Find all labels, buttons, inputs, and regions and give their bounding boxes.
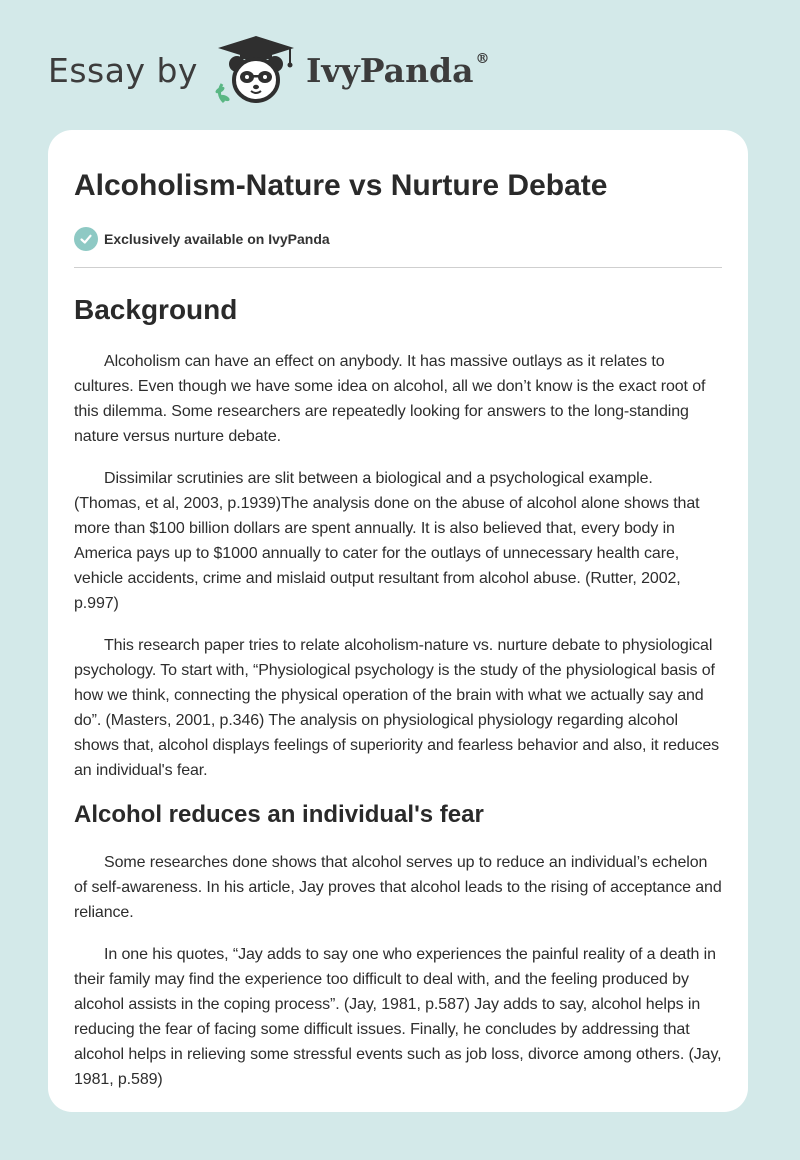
- brand-name[interactable]: [306, 51, 490, 90]
- paragraph: This research paper tries to relate alcoholism-nature vs. nurture debate to physiological psychology. To start with, “Physiological psychology is the study of the physiological basis of how we think, connecting the physical operation of the brain with what we actually say and do”. (Masters, 2001, p.346) The analysis on physiological physiology regarding alcohol shows that, alcohol displays feelings of superiority and fearless behavior and also, it reduces an individual's fear.: [74, 637, 720, 779]
- exclusive-badge: [74, 226, 722, 252]
- panda-logo-icon[interactable]: [212, 34, 300, 106]
- section-heading: Alcohol reduces an individual's fear: [74, 801, 484, 828]
- brand-name-text: IvyPanda: [305, 50, 474, 90]
- exclusive-label: Exclusively available on IvyPanda: [104, 231, 330, 247]
- site-header: [48, 34, 490, 106]
- divider: [74, 267, 722, 268]
- brand-prefix: Essay by: [48, 50, 198, 90]
- paragraph: In one his quotes, “Jay adds to say one who experiences the painful reality of a death in their family may find the experience too difficult to deal with, and the feeling produced by alcohol assists in the coping process”. (Jay, 1981, p.587) Jay adds to say, alcohol helps in reducing the fear of facing some difficult issues. Finally, he concludes by addressing that alcohol helps in relieving some stressful events such as job loss, divorce among others. (Jay, 1981, p.589): [74, 946, 722, 1088]
- page-title: Alcoholism-Nature vs Nurture Debate: [74, 169, 608, 202]
- paragraph: Alcoholism can have an effect on anybody. It has massive outlays as it relates to cultures. Even though we have some idea on alcohol, all we don’t know is the exact root of this dilemma. Some researchers are repeatedly looking for answers to the long-standing nature versus nurture debate.: [74, 353, 706, 445]
- paragraph: Dissimilar scrutinies are slit between a biological and a psychological example. (Thomas, et al, 2003, p.1939)The analysis done on the abuse of alcohol alone shows that more than $100 billion dollars are spent annually. It is also believed that, every body in America pays up to $1000 annually to cater for the outlays of unnecessary health care, vehicle accidents, crime and mislaid output resultant from alcohol abuse. (Rutter, 2002, p.997): [74, 470, 700, 612]
- article-card: [48, 130, 748, 1112]
- section-heading: Background: [74, 294, 238, 325]
- registered-mark: ®: [475, 50, 490, 67]
- section-alcohol-reduces-fear: [74, 801, 722, 1092]
- checkmark-icon: [74, 227, 98, 251]
- paragraph: Some researches done shows that alcohol serves up to reduce an individual’s echelon of self-awareness. In his article, Jay proves that alcohol leads to the rising of acceptance and reliance.: [74, 854, 722, 921]
- section-background: [74, 294, 722, 783]
